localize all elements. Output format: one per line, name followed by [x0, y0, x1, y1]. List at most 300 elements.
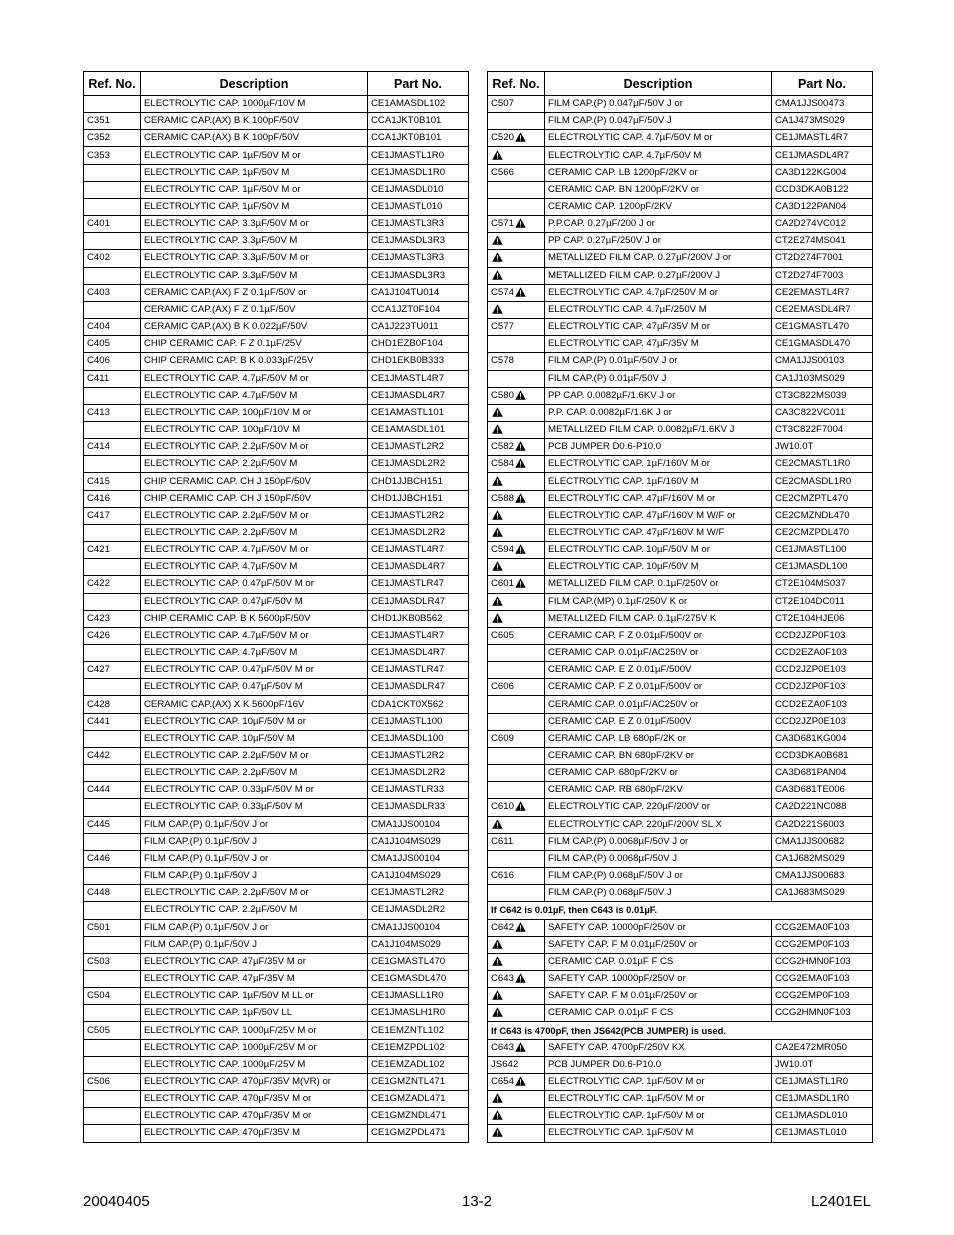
- ref-no-cell-text: C609: [491, 732, 514, 744]
- part-no-cell-text: CA1J683MS029: [775, 887, 845, 899]
- ref-no-cell: [84, 988, 141, 1005]
- description-cell-text: ELECTROLYTIC CAP. 1000µF/25V M: [144, 1058, 306, 1070]
- ref-no-cell-text: C507: [491, 98, 514, 110]
- table-row: [488, 1022, 873, 1039]
- description-cell-text: ELECTROLYTIC CAP. 0.33µF/50V M: [144, 801, 303, 813]
- ref-no-cell-text: C426: [87, 629, 110, 641]
- ref-no-cell: [84, 953, 141, 970]
- part-no-cell: [368, 1005, 469, 1022]
- part-no-cell-text: CCD2EZA0F103: [775, 698, 847, 710]
- ref-no-cell: [84, 936, 141, 953]
- ref-no-cell: [488, 421, 545, 438]
- table-row: [84, 833, 469, 850]
- part-no-cell: [368, 216, 469, 233]
- table-row: [84, 198, 469, 215]
- part-no-cell: [368, 1022, 469, 1039]
- part-no-cell: [368, 130, 469, 147]
- description-cell: [141, 645, 368, 662]
- ref-no-cell: [488, 782, 545, 799]
- part-no-cell-text: CE1AMASTL101: [371, 406, 445, 418]
- ref-no-cell-text: C421: [87, 544, 110, 556]
- description-cell: [141, 1108, 368, 1125]
- description-cell: [141, 181, 368, 198]
- part-no-cell-text: CCD2JZP0F103: [775, 629, 846, 641]
- part-no-cell-text: CE1JMASLH1R0: [371, 1007, 446, 1019]
- table-row: [488, 507, 873, 524]
- table-row: [488, 970, 873, 987]
- description-cell-text: ELECTROLYTIC CAP. 4.7µF/50V M or: [144, 629, 309, 641]
- part-no-cell: [772, 147, 873, 164]
- description-cell: [545, 473, 772, 490]
- safety-warning-triangle-icon: [515, 390, 526, 400]
- part-no-cell-text: CE1JMASTL2R2: [371, 441, 445, 453]
- part-no-cell-text: CE2CMZNDL470: [775, 509, 850, 521]
- table-row: [488, 833, 873, 850]
- part-no-cell: [368, 353, 469, 370]
- description-cell-text: ELECTROLYTIC CAP. 47µF/160V M W/F or: [548, 509, 736, 521]
- table-row: [84, 953, 469, 970]
- ref-no-cell: [488, 559, 545, 576]
- ref-no-cell: [84, 902, 141, 919]
- ref-no-cell: [84, 216, 141, 233]
- description-cell-text: ELECTROLYTIC CAP. 2.2µF/50V M or: [144, 750, 309, 762]
- ref-no-cell: [488, 1125, 545, 1142]
- ref-no-cell: [488, 833, 545, 850]
- ref-no-cell: [84, 970, 141, 987]
- ref-no-cell-text: C501: [87, 921, 110, 933]
- part-no-cell: [368, 850, 469, 867]
- part-no-cell: [368, 421, 469, 438]
- description-cell: [545, 164, 772, 181]
- part-no-cell-text: CT2E104DC011: [775, 595, 845, 607]
- ref-no-cell-text: C428: [87, 698, 110, 710]
- part-no-cell-text: CE1JMASDL2R2: [371, 526, 446, 538]
- part-no-cell: [368, 113, 469, 130]
- description-cell: [141, 216, 368, 233]
- table-row: [488, 216, 873, 233]
- description-cell: [545, 1125, 772, 1142]
- ref-no-cell: [488, 1073, 545, 1090]
- description-cell: [141, 696, 368, 713]
- part-no-cell-text: CHD1EKB0B333: [371, 355, 445, 367]
- ref-no-cell-text: C566: [491, 166, 514, 178]
- part-no-cell: [772, 130, 873, 147]
- description-cell-text: ELECTROLYTIC CAP. 47µF/35V M or: [144, 955, 306, 967]
- description-cell-text: CERAMIC CAP. 0.01µF F CS: [548, 955, 674, 967]
- ref-no-cell: [84, 610, 141, 627]
- part-no-cell: [772, 799, 873, 816]
- ref-no-cell: [84, 507, 141, 524]
- table-row: [84, 456, 469, 473]
- table-header-row: [84, 72, 469, 96]
- part-no-cell: [368, 936, 469, 953]
- description-cell: [545, 593, 772, 610]
- part-no-cell-text: CA3D681TE006: [775, 784, 845, 796]
- description-cell: [141, 885, 368, 902]
- table-row: [84, 627, 469, 644]
- safety-warning-triangle-icon: [492, 527, 503, 537]
- ref-no-cell: [84, 250, 141, 267]
- table-row: [84, 576, 469, 593]
- part-no-cell-text: CCG2EMA0F103: [775, 973, 850, 985]
- description-cell: [545, 1091, 772, 1108]
- part-no-cell: [772, 868, 873, 885]
- description-cell: [545, 1056, 772, 1073]
- table-row: [488, 233, 873, 250]
- ref-no-cell-text: C401: [87, 218, 110, 230]
- ref-no-cell-text: C520: [491, 132, 514, 144]
- footer-date: 20040405: [83, 1193, 150, 1210]
- ref-no-cell: [488, 1056, 545, 1073]
- table-row: [488, 730, 873, 747]
- part-no-cell: [772, 833, 873, 850]
- ref-no-cell-text: C353: [87, 149, 110, 161]
- table-row: [84, 301, 469, 318]
- description-cell-text: CERAMIC CAP. 0.01µF F CS: [548, 1007, 674, 1019]
- description-cell: [141, 1125, 368, 1142]
- parts-table-right-body: [488, 96, 873, 1143]
- description-cell-text: ELECTROLYTIC CAP. 1µF/50V LL: [144, 1007, 293, 1019]
- description-cell: [141, 730, 368, 747]
- part-no-cell-text: CA3D122KG004: [775, 166, 847, 178]
- description-cell: [545, 713, 772, 730]
- description-cell-text: FILM CAP.(P) 0.01µF/50V J: [548, 372, 667, 384]
- description-cell-text: METALLIZED FILM CAP. 0.27µF/200V J: [548, 269, 721, 281]
- description-cell: [545, 250, 772, 267]
- description-cell-text: ELECTROLYTIC CAP. 1µF/50V M: [144, 201, 290, 213]
- description-cell: [141, 816, 368, 833]
- table-row: [488, 936, 873, 953]
- description-cell-text: CERAMIC CAP. 0.01µF/AC250V or: [548, 647, 699, 659]
- description-cell-text: ELECTROLYTIC CAP. 2.2µF/50V M: [144, 526, 298, 538]
- part-no-cell-text: CE1JMASDL1R0: [775, 1093, 850, 1105]
- ref-no-cell: [488, 130, 545, 147]
- table-row: [488, 250, 873, 267]
- safety-warning-triangle-icon: [515, 1076, 526, 1086]
- description-cell: [141, 782, 368, 799]
- description-cell: [545, 1005, 772, 1022]
- table-row: [84, 507, 469, 524]
- part-no-cell-text: CCD2EZA0F103: [775, 647, 847, 659]
- part-no-cell: [772, 1108, 873, 1125]
- part-no-cell-text: CE1JMASTL2R2: [371, 509, 445, 521]
- table-row: [488, 301, 873, 318]
- description-cell-text: ELECTROLYTIC CAP. 0.47µF/50V M: [144, 595, 303, 607]
- part-no-cell: [772, 747, 873, 764]
- ref-no-cell-text: C448: [87, 887, 110, 899]
- ref-no-cell: [488, 593, 545, 610]
- description-cell: [141, 953, 368, 970]
- ref-no-cell: [84, 1091, 141, 1108]
- safety-warning-triangle-icon: [492, 150, 503, 160]
- description-cell-text: FILM CAP.(P) 0.1µF/50V J: [144, 870, 258, 882]
- ref-no-cell: [84, 816, 141, 833]
- description-cell: [545, 181, 772, 198]
- description-cell-text: SAFETY CAP. 10000pF/250V or: [548, 973, 686, 985]
- part-no-cell-text: CHD1EZB0F104: [371, 338, 443, 350]
- table-row: [84, 473, 469, 490]
- table-row: [488, 336, 873, 353]
- part-no-cell: [772, 490, 873, 507]
- part-no-cell-text: CA1J473MS029: [775, 115, 845, 127]
- table-row: [84, 747, 469, 764]
- part-no-cell: [368, 181, 469, 198]
- ref-no-cell: [488, 919, 545, 936]
- description-cell-text: ELECTROLYTIC CAP. 2.2µF/50V M or: [144, 887, 309, 899]
- description-cell: [545, 988, 772, 1005]
- table-row: [84, 868, 469, 885]
- ref-no-cell: [488, 301, 545, 318]
- part-no-cell: [368, 713, 469, 730]
- ref-no-cell: [488, 645, 545, 662]
- part-no-cell: [772, 1005, 873, 1022]
- table-row: [488, 576, 873, 593]
- description-cell: [141, 593, 368, 610]
- description-cell-text: ELECTROLYTIC CAP. 1000µF/25V M or: [144, 1024, 317, 1036]
- part-no-cell: [772, 765, 873, 782]
- ref-no-cell: [488, 439, 545, 456]
- description-cell: [141, 336, 368, 353]
- part-no-cell-text: CMA1JJS00104: [371, 921, 441, 933]
- table-row: [488, 387, 873, 404]
- ref-no-cell: [84, 1108, 141, 1125]
- table-row: [84, 885, 469, 902]
- part-no-cell-text: CA3D122PAN04: [775, 201, 847, 213]
- description-cell-text: ELECTROLYTIC CAP. 1µF/160V M: [548, 475, 699, 487]
- description-cell-text: FILM CAP.(P) 0.1µF/50V J or: [144, 852, 269, 864]
- part-no-cell: [368, 627, 469, 644]
- description-cell: [141, 267, 368, 284]
- part-no-cell-text: CE1JMASDL100: [775, 561, 848, 573]
- description-cell-text: ELECTROLYTIC CAP. 1µF/50V M: [548, 1127, 694, 1139]
- description-cell-text: ELECTROLYTIC CAP. 2.2µF/50V M or: [144, 509, 309, 521]
- table-row: [488, 885, 873, 902]
- description-cell-text: P.P. CAP. 0.0082µF/1.6K J or: [548, 406, 672, 418]
- description-cell-text: CERAMIC CAP.(AX) B K 100pF/50V: [144, 132, 299, 144]
- description-cell: [545, 524, 772, 541]
- description-cell: [141, 1056, 368, 1073]
- table-row: [84, 782, 469, 799]
- ref-no-cell: [488, 936, 545, 953]
- part-no-cell: [772, 593, 873, 610]
- part-no-cell-text: CE1JMASDL3R3: [371, 269, 446, 281]
- table-row: [488, 850, 873, 867]
- ref-no-cell: [84, 164, 141, 181]
- description-cell: [141, 353, 368, 370]
- table-row: [84, 233, 469, 250]
- part-no-cell: [368, 816, 469, 833]
- table-row: [84, 1056, 469, 1073]
- part-no-cell: [772, 370, 873, 387]
- description-cell: [141, 147, 368, 164]
- ref-no-cell: [488, 885, 545, 902]
- ref-no-cell-text: C411: [87, 372, 110, 384]
- description-cell-text: PP CAP. 0.27µF/250V J or: [548, 235, 661, 247]
- part-no-cell: [368, 885, 469, 902]
- part-no-cell: [368, 1091, 469, 1108]
- part-no-cell: [368, 1039, 469, 1056]
- header-part-no: Part No.: [368, 72, 469, 96]
- part-no-cell-text: CE1JMASDL1R0: [371, 166, 446, 178]
- description-cell-text: CERAMIC CAP. 0.01µF/AC250V or: [548, 698, 699, 710]
- ref-no-cell: [84, 645, 141, 662]
- ref-no-cell: [84, 713, 141, 730]
- table-note: If C643 is 4700pF, then JS642(PCB JUMPER) is used.: [488, 1022, 873, 1039]
- description-cell: [141, 1005, 368, 1022]
- table-row: [84, 267, 469, 284]
- description-cell-text: ELECTROLYTIC CAP. 10µF/50V M or: [144, 715, 306, 727]
- safety-warning-triangle-icon: [492, 510, 503, 520]
- part-no-cell: [772, 559, 873, 576]
- description-cell-text: ELECTROLYTIC CAP. 2.2µF/50V M: [144, 904, 298, 916]
- table-row: [488, 198, 873, 215]
- table-row: [84, 147, 469, 164]
- part-no-cell-text: CA2D221S6003: [775, 818, 845, 830]
- part-no-cell: [368, 799, 469, 816]
- description-cell: [141, 542, 368, 559]
- part-no-cell: [368, 387, 469, 404]
- part-no-cell: [772, 164, 873, 181]
- description-cell: [545, 782, 772, 799]
- ref-no-cell: [84, 627, 141, 644]
- ref-no-cell: [84, 679, 141, 696]
- description-cell-text: ELECTROLYTIC CAP. 4.7µF/50V M: [144, 389, 298, 401]
- ref-no-cell: [488, 799, 545, 816]
- part-no-cell-text: CE1GMZNTL471: [371, 1075, 446, 1087]
- ref-no-cell-text: C404: [87, 321, 110, 333]
- ref-no-cell: [84, 473, 141, 490]
- part-no-cell: [368, 370, 469, 387]
- part-no-cell-text: CE1JMASTLR33: [371, 784, 445, 796]
- table-row: [84, 1073, 469, 1090]
- header-description: Description: [545, 72, 772, 96]
- description-cell-text: METALLIZED FILM CAP. 0.27µF/200V J or: [548, 252, 732, 264]
- part-no-cell: [368, 473, 469, 490]
- part-no-cell: [368, 576, 469, 593]
- safety-warning-triangle-icon: [492, 990, 503, 1000]
- part-no-cell-text: CCG2HMN0F103: [775, 1007, 851, 1019]
- description-cell: [141, 559, 368, 576]
- ref-no-cell: [488, 113, 545, 130]
- ref-no-cell: [488, 765, 545, 782]
- part-no-cell: [368, 490, 469, 507]
- description-cell: [141, 370, 368, 387]
- parts-table-right: [487, 71, 873, 1143]
- description-cell: [545, 610, 772, 627]
- ref-no-cell-text: C610: [491, 801, 514, 813]
- part-no-cell: [368, 1056, 469, 1073]
- table-row: [84, 524, 469, 541]
- table-row: [84, 1108, 469, 1125]
- part-no-cell-text: CE1GMASTL470: [371, 955, 446, 967]
- description-cell: [141, 113, 368, 130]
- part-no-cell-text: CT2D274F7003: [775, 269, 844, 281]
- description-cell: [141, 421, 368, 438]
- ref-no-cell: [84, 284, 141, 301]
- table-row: [488, 902, 873, 919]
- table-row: [488, 319, 873, 336]
- description-cell: [141, 130, 368, 147]
- description-cell: [545, 970, 772, 987]
- part-no-cell-text: CE1JMASTL4R7: [371, 372, 445, 384]
- ref-no-cell-text: C405: [87, 338, 110, 350]
- table-row: [488, 765, 873, 782]
- part-no-cell-text: CCD2JZP0E103: [775, 715, 846, 727]
- table-row: [488, 627, 873, 644]
- part-no-cell: [772, 267, 873, 284]
- ref-no-cell: [84, 336, 141, 353]
- description-cell-text: FILM CAP.(MP) 0.1µF/250V K or: [548, 595, 688, 607]
- part-no-cell-text: CMA1JJS00682: [775, 835, 845, 847]
- table-row: [488, 267, 873, 284]
- part-no-cell-text: CE1JMASTL3R3: [371, 252, 445, 264]
- ref-no-cell: [488, 576, 545, 593]
- table-row: [488, 284, 873, 301]
- part-no-cell-text: CA3D681KG004: [775, 732, 847, 744]
- description-cell: [545, 387, 772, 404]
- description-cell-text: FILM CAP.(P) 0.1µF/50V J or: [144, 921, 269, 933]
- description-cell-text: ELECTROLYTIC CAP. 10µF/50V M: [548, 561, 699, 573]
- description-cell: [141, 456, 368, 473]
- part-no-cell-text: CE1JMASTL010: [775, 1127, 847, 1139]
- part-no-cell-text: CA1J682MS029: [775, 852, 845, 864]
- ref-no-cell: [84, 353, 141, 370]
- description-cell: [141, 301, 368, 318]
- ref-no-cell-text: C441: [87, 715, 110, 727]
- description-cell-text: ELECTROLYTIC CAP. 2.2µF/50V M: [144, 458, 298, 470]
- description-cell-text: ELECTROLYTIC CAP. 3.3µF/50V M: [144, 269, 298, 281]
- safety-warning-triangle-icon: [515, 578, 526, 588]
- part-no-cell: [368, 267, 469, 284]
- description-cell-text: ELECTROLYTIC CAP. 2.2µF/50V M: [144, 767, 298, 779]
- ref-no-cell: [84, 370, 141, 387]
- ref-no-cell-text: C427: [87, 664, 110, 676]
- part-no-cell: [368, 988, 469, 1005]
- description-cell: [545, 662, 772, 679]
- description-cell: [141, 936, 368, 953]
- description-cell-text: ELECTROLYTIC CAP. 3.3µF/50V M or: [144, 252, 309, 264]
- part-no-cell: [368, 164, 469, 181]
- description-cell: [545, 267, 772, 284]
- description-cell: [545, 507, 772, 524]
- description-cell-text: CERAMIC CAP. F Z 0.01µF/500V or: [548, 629, 703, 641]
- part-no-cell-text: CHD1JJBCH151: [371, 492, 443, 504]
- description-cell-text: FILM CAP.(P) 0.1µF/50V J: [144, 938, 258, 950]
- part-no-cell: [772, 970, 873, 987]
- description-cell-text: CERAMIC CAP. 680pF/2KV or: [548, 767, 678, 779]
- footer-page-number: 13-2: [461, 1193, 493, 1210]
- description-cell-text: ELECTROLYTIC CAP. 100µF/10V M: [144, 424, 301, 436]
- ref-no-cell-text: C351: [87, 115, 110, 127]
- part-no-cell-text: CT2D274F7001: [775, 252, 844, 264]
- description-cell: [545, 696, 772, 713]
- table-row: [84, 645, 469, 662]
- ref-no-cell: [488, 970, 545, 987]
- part-no-cell-text: CE1JMASTLR47: [371, 578, 445, 590]
- ref-no-cell: [84, 885, 141, 902]
- table-row: [84, 919, 469, 936]
- description-cell-text: FILM CAP.(P) 0.047µF/50V J: [548, 115, 672, 127]
- description-cell: [141, 490, 368, 507]
- ref-no-cell: [488, 319, 545, 336]
- description-cell-text: CHIP CERAMIC CAP. F Z 0.1µF/25V: [144, 338, 302, 350]
- table-row: [84, 164, 469, 181]
- ref-no-cell: [488, 216, 545, 233]
- ref-no-cell: [84, 868, 141, 885]
- part-no-cell-text: CE1JMASDL2R2: [371, 767, 446, 779]
- part-no-cell-text: CE1JMASDLR47: [371, 595, 446, 607]
- ref-no-cell: [84, 1056, 141, 1073]
